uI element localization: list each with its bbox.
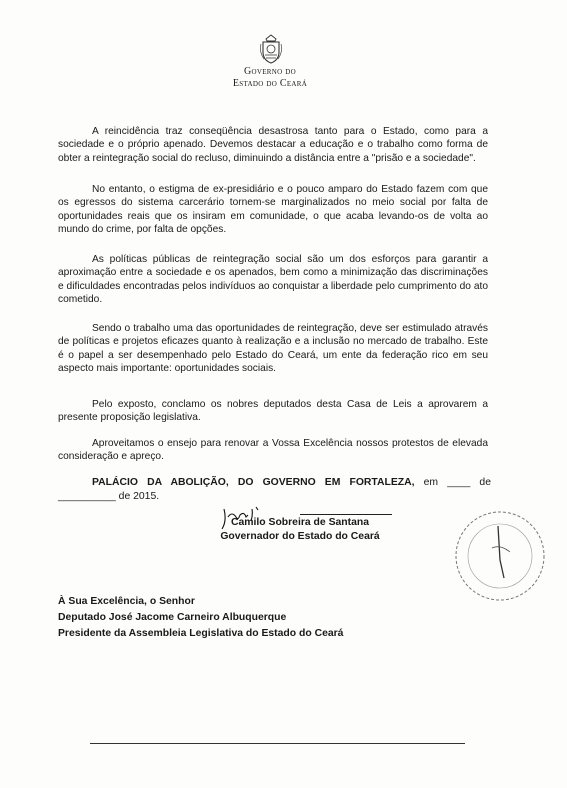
signer-title: Governador do Estado do Ceará	[220, 531, 380, 542]
closing-dateline	[58, 476, 491, 503]
addressee-salutation: À Sua Excelência, o Senhor	[58, 596, 195, 607]
header-governo: Governo do	[244, 66, 296, 77]
paragraph-4: Sendo o trabalho uma das oportunidades de reintegração, deve ser estimulado através de políticas e projetos eficazes quanto à realização e a inclusão no mercado de trabalho. Este é o papel a ser desempenhado pelo Estado do Ceará, um ente da federação rico em seu aspecto mais importante: oportunidades sociais.	[58, 323, 488, 374]
state-coat-of-arms-icon	[259, 34, 283, 64]
paragraph-1: A reincidência traz conseqüência desastrosa tanto para o Estado, como para a sociedade e o próprio apenado. Devemos destacar a educação e o trabalho como forma de obter a reintegração social do recluso, diminuindo a distância entre a "prisão e a sociedade".	[58, 126, 488, 164]
signer-name: Camilo Sobreira de Santana	[230, 517, 369, 528]
paragraph-2: No entanto, o estigma de ex-presidiário e o pouco amparo do Estado fazem com que os egressos do sistema carcerário tornem-se marginalizados no meio social por falta de oportunidades reais que os insiram em comunidade, o que acaba levando-os de volta ao mundo do crime, por falta de opções.	[58, 184, 488, 235]
paragraph-5: Pelo exposto, conclamo os nobres deputados desta Casa de Leis a aprovarem a presente proposição legislativa.	[58, 399, 488, 424]
paragraph-3: As políticas públicas de reintegração social são um dos esforços para garantir a aproximação entre a sociedade e os apenados, bem como a minimização das discriminações e dificuldades encontradas pelos indivíduos ao conquistar a liberdade pelo cumprimento do ato cometido.	[58, 254, 488, 305]
signature-line	[300, 514, 392, 515]
header-estado: Estado do Ceará	[232, 78, 308, 89]
paragraph-6: Aproveitamos o ensejo para renovar a Vossa Excelência nossos protestos de elevada consideração e apreço.	[58, 438, 488, 463]
addressee-name: Deputado José Jacome Carneiro Albuquerque	[58, 612, 287, 623]
closing-date: em ____ de __________ de 2015.	[58, 477, 491, 502]
protocol-stamp	[452, 508, 548, 604]
addressee-position: Presidente da Assembleia Legislativa do Estado do Ceará	[58, 628, 344, 639]
footer-rule	[90, 743, 465, 744]
closing-place: PALÁCIO DA ABOLIÇÃO, DO GOVERNO EM FORTALEZA,	[92, 477, 415, 488]
